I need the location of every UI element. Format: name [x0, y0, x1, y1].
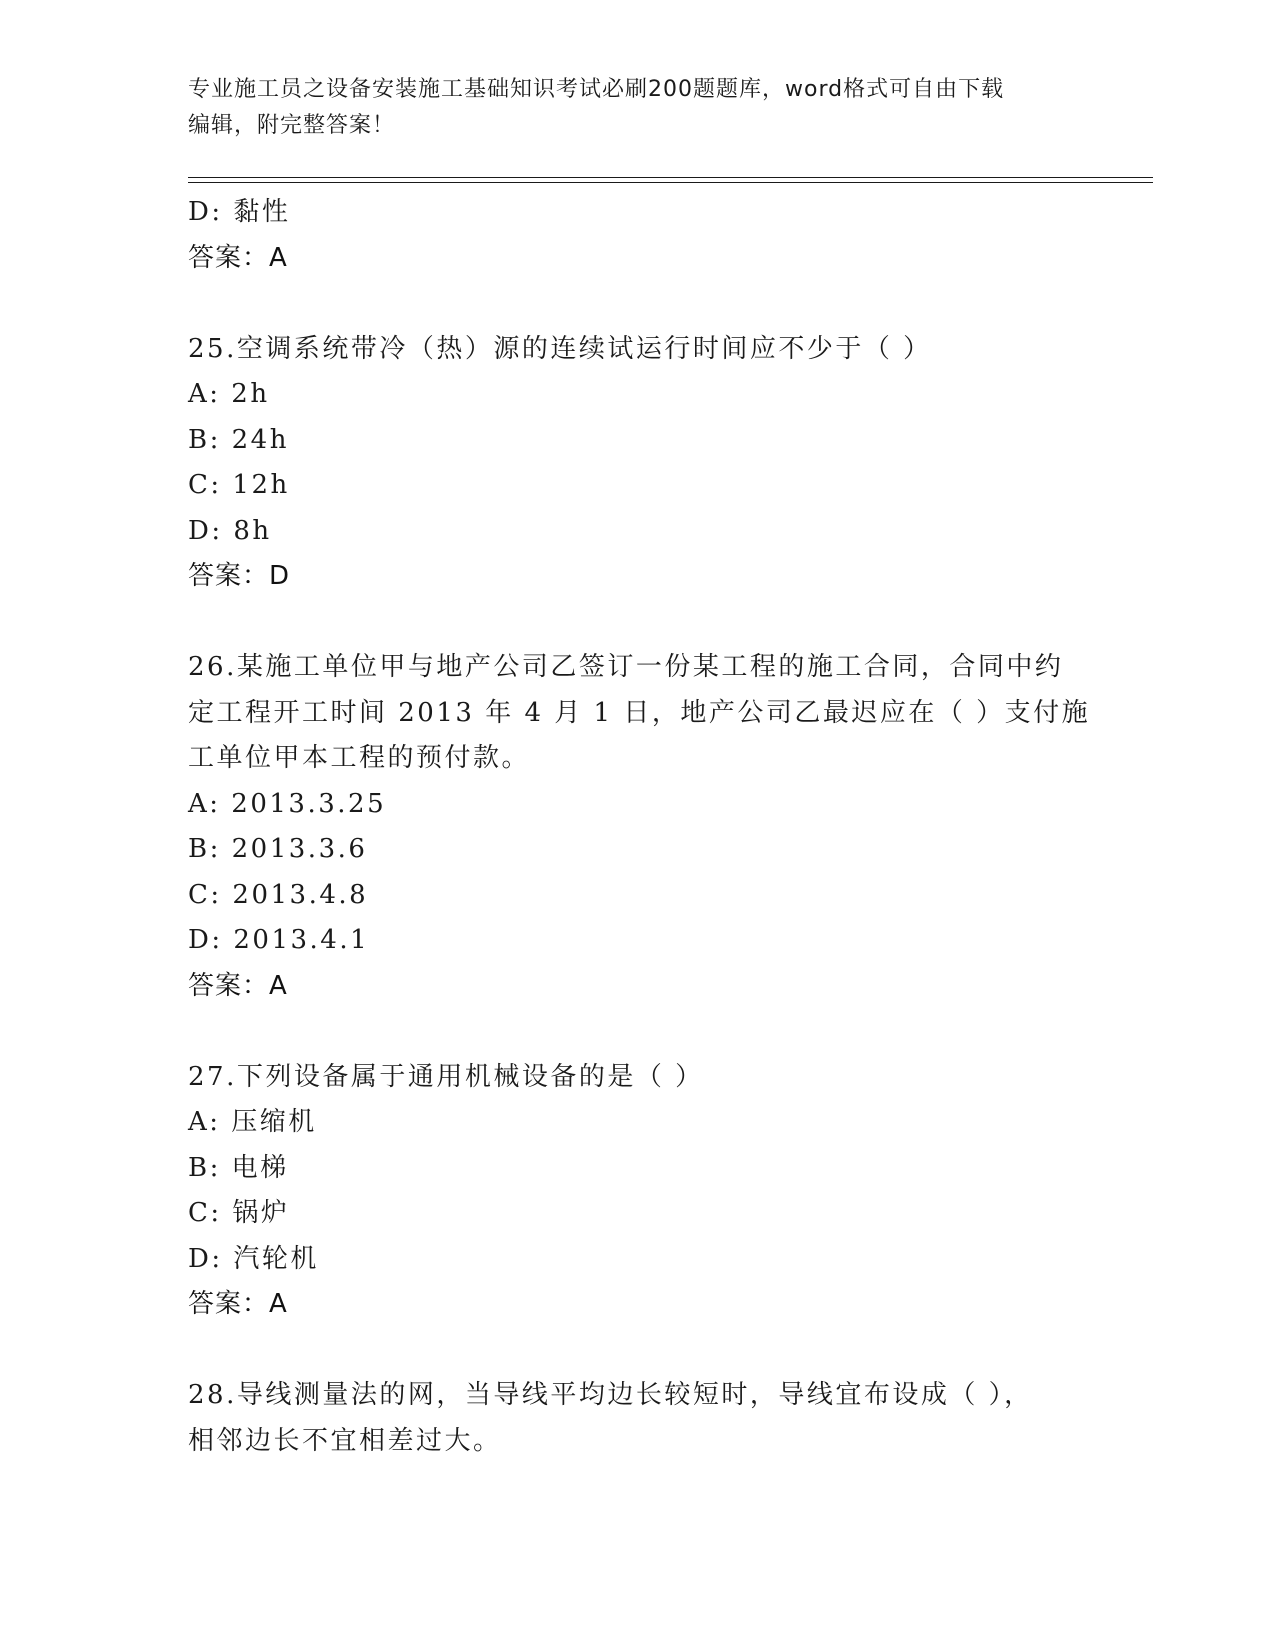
question-stem-line-2: 定工程开工时间 2013 年 4 月 1 日，地产公司乙最迟应在（ ）支付施 [188, 697, 1091, 728]
option-b: B: 电梯 [188, 1152, 289, 1183]
question-25 [188, 327, 1088, 600]
answer-line: 答案：D [188, 561, 291, 591]
option-a: A: 2h [188, 379, 270, 409]
option-b: B: 24h [188, 424, 289, 455]
header-divider-bottom [188, 182, 1153, 183]
question-26 [188, 645, 1091, 1009]
spacer [188, 600, 1088, 646]
option-d: D: 汽轮机 [188, 1243, 319, 1274]
question-28 [188, 1373, 1088, 1464]
answer-line: 答案：A [188, 242, 288, 273]
option-d: D: 黏性 [188, 197, 291, 227]
question-stem-line-1: 26.某施工单位甲与地产公司乙签订一份某工程的施工合同，合同中约 [188, 652, 1064, 682]
question-stem: 25.空调系统带冷（热）源的连续试运行时间应不少于（ ） [188, 333, 932, 364]
option-c: C: 2013.4.8 [188, 879, 369, 910]
answer-line: 答案：A [188, 1289, 288, 1319]
header-line-2: 编辑，附完整答案！ [188, 113, 396, 138]
option-a: A: 2013.3.25 [188, 788, 387, 819]
question-stem-line-3: 工单位甲本工程的预付款。 [188, 743, 531, 773]
header-divider-top [188, 177, 1153, 178]
header-line-1: 专业施工员之设备安装施工基础知识考试必刷200题题库，word格式可自由下载 [188, 77, 1005, 102]
option-d: D: 2013.4.1 [188, 925, 370, 955]
option-d: D: 8h [188, 515, 272, 546]
answer-line: 答案：A [188, 970, 288, 1001]
option-c: C: 锅炉 [188, 1198, 290, 1228]
spacer [188, 1009, 1088, 1055]
option-a: A: 压缩机 [188, 1107, 317, 1137]
question-stem: 27.下列设备属于通用机械设备的是（ ） [188, 1061, 704, 1092]
question-stem-line-1: 28.导线测量法的网，当导线平均边长较短时，导线宜布设成（ ）， [188, 1380, 1033, 1410]
document-header [188, 72, 1068, 144]
spacer [188, 1328, 1088, 1374]
question-27 [188, 1055, 1088, 1328]
option-b: B: 2013.3.6 [188, 834, 368, 864]
option-c: C: 12h [188, 470, 290, 500]
question-stem-line-2: 相邻边长不宜相差过大。 [188, 1425, 502, 1456]
question-list [188, 190, 1091, 1464]
spacer [188, 281, 1088, 327]
